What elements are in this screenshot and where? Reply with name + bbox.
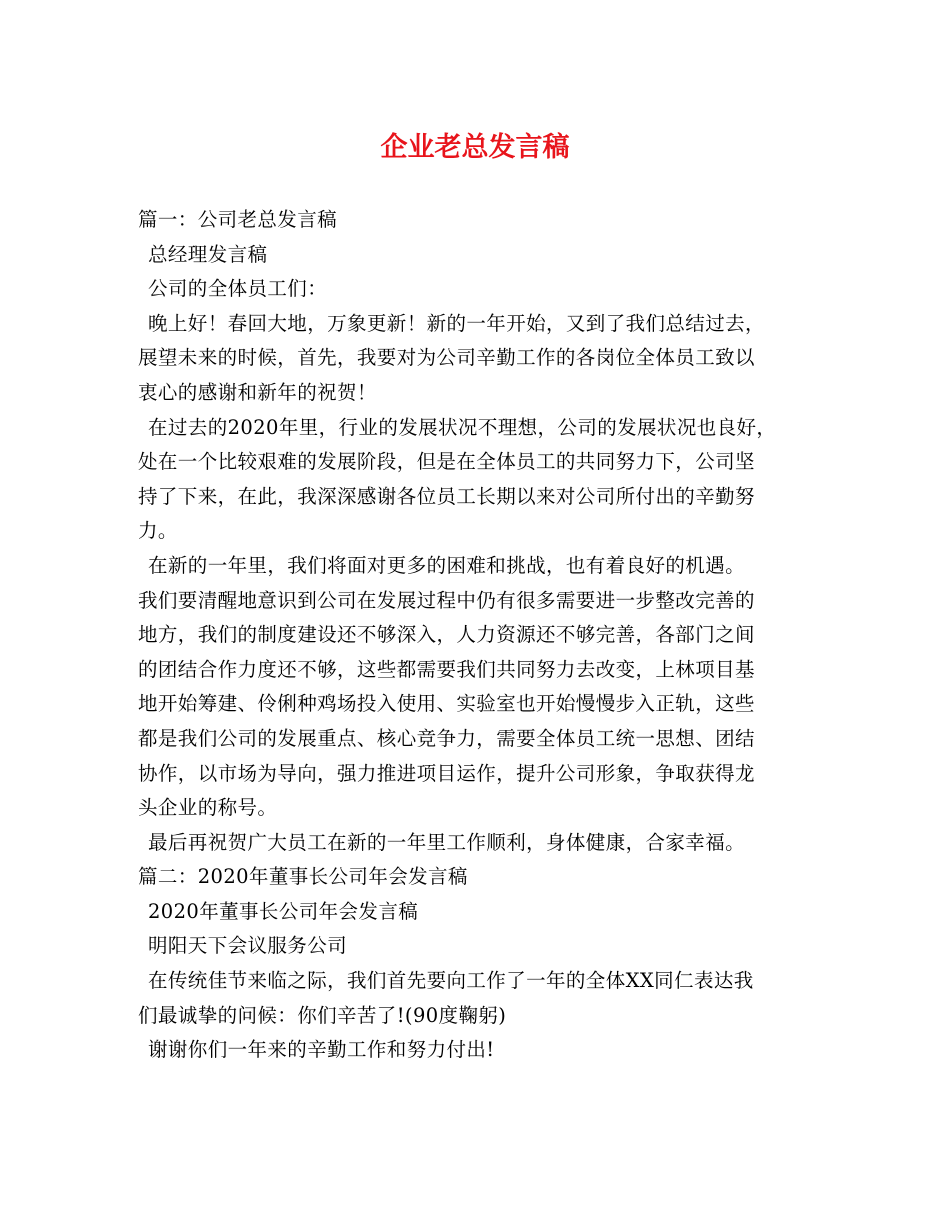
salutation-line: 公司的全体员工们： (148, 277, 328, 301)
paragraph-line: 在传统佳节来临之际，我们首先要向工作了一年的全体XX同仁表达我 (148, 969, 754, 993)
paragraph-line: 都是我们公司的发展重点、核心竞争力，需要全体员工统一思想、团结 (138, 726, 755, 750)
paragraph-line: 协作，以市场为导向，强力推进项目运作，提升公司形象，争取获得龙 (138, 761, 755, 785)
paragraph-line: 在新的一年里，我们将面对更多的困难和挑战，也有着良好的机遇。 (148, 553, 746, 577)
paragraph-line: 晚上好！春回大地，万象更新！新的一年开始，又到了我们总结过去， (148, 311, 765, 335)
paragraph-line: 展望未来的时候，首先，我要对为公司辛勤工作的各岗位全体员工致以 (138, 346, 755, 370)
paragraph-line: 最后再祝贺广大员工在新的一年里工作顺利，身体健康，合家幸福。 (148, 830, 746, 854)
paragraph-line: 力。 (138, 519, 178, 543)
paragraph-line: 地方，我们的制度建设还不够深入，人力资源还不够完善，各部门之间 (138, 623, 755, 647)
paragraph-line: 地开始筹建、伶俐种鸡场投入使用、实验室也开始慢慢步入正轨，这些 (138, 692, 755, 716)
subtitle-line: 总经理发言稿 (148, 242, 268, 266)
paragraph-line: 谢谢你们一年来的辛勤工作和努力付出! (148, 1038, 495, 1062)
paragraph-line: 头企业的称号。 (138, 796, 278, 820)
document-title: 企业老总发言稿 (380, 132, 570, 163)
paragraph-line: 们最诚挚的问候：你们辛苦了!(90度鞠躬) (138, 1003, 507, 1027)
organizer-line: 明阳天下会议服务公司 (148, 934, 348, 958)
document-body (138, 203, 828, 1068)
paragraph-line: 持了下来，在此，我深深感谢各位员工长期以来对公司所付出的辛勤努 (138, 484, 755, 508)
paragraph-line: 处在一个比较艰难的发展阶段，但是在全体员工的共同努力下，公司坚 (138, 450, 755, 474)
subtitle-line: 2020年董事长公司年会发言稿 (148, 899, 419, 923)
paragraph-line: 我们要清醒地意识到公司在发展过程中仍有很多需要进一步整改完善的 (138, 588, 755, 612)
section-heading-2: 篇二：2020年董事长公司年会发言稿 (138, 865, 468, 889)
paragraph-line: 在过去的2020年里，行业的发展状况不理想，公司的发展状况也良好， (148, 415, 777, 439)
section-heading-1: 篇一：公司老总发言稿 (138, 208, 338, 231)
paragraph-line: 衷心的感谢和新年的祝贺！ (138, 380, 377, 404)
paragraph-line: 的团结合作力度还不够，这些都需要我们共同努力去改变，上林项目基 (138, 657, 755, 681)
